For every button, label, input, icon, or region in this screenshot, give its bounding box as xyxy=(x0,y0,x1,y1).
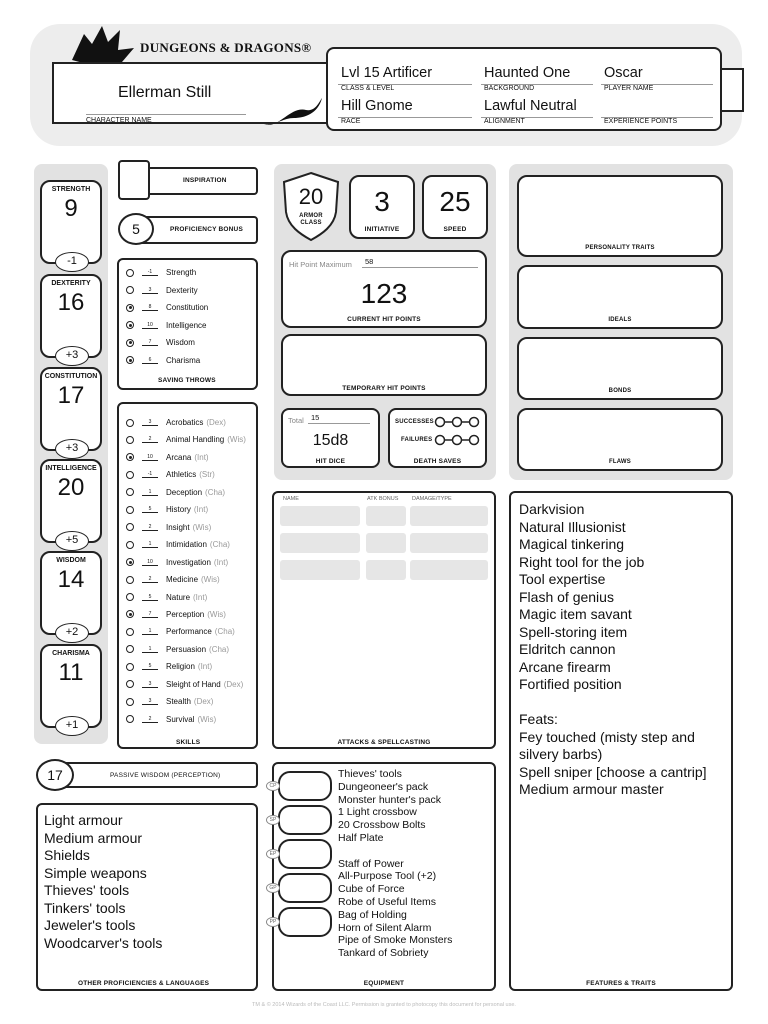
skill-attribute: (Int) xyxy=(213,557,229,567)
ability-score[interactable]: 20 xyxy=(57,474,85,501)
proficiency-bonus-label: PROFICIENCY BONUS xyxy=(170,226,243,233)
armor-class-label: ARMOR CLASS xyxy=(299,213,323,226)
proficiency-dot-icon[interactable] xyxy=(126,321,134,329)
ability-name: CHARISMA xyxy=(52,650,90,657)
coin-field[interactable] xyxy=(278,873,332,903)
hp-max-line xyxy=(362,267,478,268)
skill-name: Investigation xyxy=(166,557,211,567)
skill-name: Religion xyxy=(166,662,195,672)
skill-attribute: (Dex) xyxy=(223,679,244,689)
skill-name: Arcana xyxy=(166,452,192,462)
skill-bonus: 10 xyxy=(142,559,158,566)
skill-attribute: (Wis) xyxy=(227,435,246,445)
attacks-col-atk: ATK BONUS xyxy=(367,496,399,502)
skill-bonus: 10 xyxy=(142,454,158,461)
character-info-box xyxy=(326,47,722,131)
coin-label: PP xyxy=(266,917,280,927)
initiative-value[interactable]: 3 xyxy=(374,186,390,217)
skill-row[interactable] xyxy=(126,607,226,622)
proficiency-dot-icon[interactable] xyxy=(126,488,134,496)
ability-intelligence[interactable] xyxy=(40,459,102,546)
ability-name: WISDOM xyxy=(56,557,86,564)
coin-label: SP xyxy=(266,815,280,825)
skill-name: Persuasion xyxy=(166,644,207,654)
speed-label: SPEED xyxy=(443,226,467,233)
attacks-col-name: NAME xyxy=(283,496,299,502)
skill-row[interactable] xyxy=(126,537,230,552)
proficiency-dot-icon[interactable] xyxy=(126,576,134,584)
personality-traits-label: PERSONALITY TRAITS xyxy=(585,245,655,251)
skill-bonus: 3 xyxy=(142,698,158,705)
temp-hp-label: TEMPORARY HIT POINTS xyxy=(342,385,426,392)
inspiration-label: INSPIRATION xyxy=(183,177,227,184)
equipment-text[interactable]: Thieves' tools Dungeoneer's pack Monster hunter's pack 1 Light crossbow 20 Crossbow Bolts Half Plate Staff of Power All-Purpose Tool (+2) Cube of Force Robe of Useful Items Bag of Holding Horn of Silent Alarm Pipe of Smoke Monsters Tankard of Sobriety xyxy=(338,768,453,960)
skill-name: Perception xyxy=(166,609,205,619)
skill-name: Sleight of Hand xyxy=(166,679,221,689)
xp-label: EXPERIENCE POINTS xyxy=(604,118,678,125)
equipment-label: EQUIPMENT xyxy=(363,980,405,987)
hp-max-label: Hit Point Maximum xyxy=(289,260,352,269)
skill-bonus: 5 xyxy=(142,594,158,601)
skill-bonus: 2 xyxy=(142,436,158,443)
skill-attribute: (Cha) xyxy=(209,540,230,550)
skill-row[interactable] xyxy=(126,677,243,692)
background-label: BACKGROUND xyxy=(484,85,535,92)
attack-cell[interactable] xyxy=(410,506,488,526)
death-saves-label: DEATH SAVES xyxy=(413,458,462,465)
skill-row[interactable] xyxy=(126,502,208,517)
skill-attribute: (Str) xyxy=(199,470,215,480)
skill-bonus: 2 xyxy=(142,524,158,531)
death-save-success-circles-icon[interactable] xyxy=(434,416,480,428)
skill-row[interactable] xyxy=(126,450,209,465)
coin-label: EP xyxy=(266,849,280,859)
skill-bonus: 2 xyxy=(142,716,158,723)
proficiencies-text[interactable]: Light armour Medium armour Shields Simple weapons Thieves' tools Tinkers' tools Jeweler's tools Woodcarver's tools xyxy=(44,812,163,951)
skill-name: Intimidation xyxy=(166,540,207,550)
skill-name: Animal Handling xyxy=(166,435,225,445)
ability-modifier: +2 xyxy=(55,623,89,643)
attack-cell[interactable] xyxy=(280,506,360,526)
bonds-label: BONDS xyxy=(608,388,632,394)
saving-throw-name: Strength xyxy=(166,268,197,277)
attack-cell[interactable] xyxy=(366,506,406,526)
attack-cell[interactable] xyxy=(410,560,488,580)
background-value[interactable]: Haunted One xyxy=(484,65,571,81)
coin-field[interactable] xyxy=(278,907,332,937)
proficiency-dot-icon[interactable] xyxy=(126,523,134,531)
proficiency-dot-icon[interactable] xyxy=(126,715,134,723)
coin-label: CP xyxy=(266,781,280,791)
skill-attribute: (Int) xyxy=(193,592,208,602)
hit-dice-total-value[interactable]: 15 xyxy=(311,413,320,422)
skill-name: Stealth xyxy=(166,697,191,707)
attack-cell[interactable] xyxy=(280,560,360,580)
skill-name: Acrobatics xyxy=(166,418,204,427)
skill-bonus: 7 xyxy=(142,611,158,618)
hp-max-value[interactable]: 58 xyxy=(365,257,374,266)
skill-attribute: (Dex) xyxy=(206,418,226,427)
skill-name: Performance xyxy=(166,627,212,637)
ability-dexterity[interactable] xyxy=(40,274,102,361)
ability-modifier: +5 xyxy=(55,531,89,551)
player-name-value[interactable]: Oscar xyxy=(604,65,643,81)
saving-throw-bonus: 8 xyxy=(142,304,158,311)
skill-bonus: 1 xyxy=(142,628,158,635)
skill-row[interactable] xyxy=(126,520,211,535)
skill-name: Nature xyxy=(166,592,191,602)
saving-throw-row[interactable] xyxy=(126,283,198,298)
skill-attribute: (Int) xyxy=(194,452,209,462)
skill-attribute: (Cha) xyxy=(214,627,235,637)
saving-throws-label: SAVING THROWS xyxy=(158,377,216,384)
attack-cell[interactable] xyxy=(410,533,488,553)
speed-value[interactable]: 25 xyxy=(439,186,471,217)
saving-throw-row[interactable] xyxy=(126,265,196,280)
skill-name: Deception xyxy=(166,487,203,497)
skill-attribute: (Cha) xyxy=(205,487,226,497)
ability-score[interactable]: 9 xyxy=(64,195,78,222)
proficiency-dot-icon[interactable] xyxy=(126,436,134,444)
hit-dice-label: HIT DICE xyxy=(315,458,346,465)
ability-strength[interactable] xyxy=(40,180,102,267)
skill-row[interactable] xyxy=(126,415,226,430)
skill-name: Athletics xyxy=(166,470,197,480)
proficiency-dot-icon[interactable] xyxy=(126,698,134,706)
flaws-label: FLAWS xyxy=(609,459,631,465)
proficiency-dot-icon[interactable] xyxy=(126,558,134,566)
coin-field[interactable] xyxy=(278,771,332,801)
ability-modifier: +1 xyxy=(55,716,89,736)
proficiency-dot-icon[interactable] xyxy=(126,269,134,277)
proficiencies-label: OTHER PROFICIENCIES & LANGUAGES xyxy=(78,980,210,987)
saving-throw-name: Intelligence xyxy=(166,320,207,330)
saving-throw-name: Dexterity xyxy=(166,285,198,295)
attack-cell[interactable] xyxy=(366,560,406,580)
attacks-box xyxy=(272,491,496,749)
ability-score[interactable]: 11 xyxy=(58,659,84,686)
skills-label: SKILLS xyxy=(176,739,201,746)
skill-attribute: (Wis) xyxy=(197,714,217,724)
skill-row[interactable] xyxy=(126,694,213,709)
proficiency-dot-icon[interactable] xyxy=(126,680,134,688)
ability-name: STRENGTH xyxy=(51,186,91,193)
logo-text: DUNGEONS & DRAGONS® xyxy=(140,40,312,55)
saving-throw-row[interactable] xyxy=(126,335,195,350)
ability-constitution[interactable] xyxy=(40,367,102,454)
skill-bonus: 3 xyxy=(142,419,158,426)
skill-name: Survival xyxy=(166,714,195,724)
race-label: RACE xyxy=(341,118,361,125)
ability-charisma[interactable] xyxy=(40,644,102,731)
features-text[interactable]: Darkvision Natural Illusionist Magical tinkering Right tool for the job Tool expertise Flash of genius Magic item savant Spell-storing item Eldritch cannon Arcane firearm Fortified position Feats: Fey touched (misty step and silvery barbs) Spell sniper [choose a cantrip] Medium armour master xyxy=(519,501,707,797)
skill-bonus: 1 xyxy=(142,489,158,496)
saving-throw-bonus: 7 xyxy=(142,339,158,346)
ability-wisdom[interactable] xyxy=(40,551,102,638)
ability-name: CONSTITUTION xyxy=(44,373,98,380)
skill-bonus: 2 xyxy=(142,576,158,583)
coin-field[interactable] xyxy=(278,839,332,869)
saving-throw-bonus: 6 xyxy=(142,357,158,364)
saving-throw-row[interactable] xyxy=(126,318,206,333)
saving-throw-name: Charisma xyxy=(166,355,201,365)
attacks-label: ATTACKS & SPELLCASTING xyxy=(337,739,431,746)
alignment-label: ALIGNMENT xyxy=(484,118,525,125)
skill-row[interactable] xyxy=(126,485,225,500)
proficiency-dot-icon[interactable] xyxy=(126,628,134,636)
proficiency-dot-icon[interactable] xyxy=(126,610,134,618)
ability-score[interactable]: 16 xyxy=(57,289,85,316)
proficiency-dot-icon[interactable] xyxy=(126,645,134,653)
skill-attribute: (Dex) xyxy=(193,697,214,707)
character-name-line xyxy=(86,114,246,115)
saving-throw-bonus: 3 xyxy=(142,287,158,294)
proficiency-dot-icon[interactable] xyxy=(126,339,134,347)
attack-cell[interactable] xyxy=(366,533,406,553)
skill-row[interactable] xyxy=(126,432,246,447)
ability-score[interactable]: 17 xyxy=(57,382,85,409)
race-value[interactable]: Hill Gnome xyxy=(341,98,413,114)
ability-modifier: +3 xyxy=(55,346,89,366)
class-level-label: CLASS & LEVEL xyxy=(341,85,395,92)
ability-name: INTELLIGENCE xyxy=(45,465,97,472)
character-name-value[interactable]: Ellerman Still xyxy=(118,84,212,101)
current-hp-label: CURRENT HIT POINTS xyxy=(347,316,421,323)
inspiration-checkbox[interactable] xyxy=(118,160,150,200)
proficiency-dot-icon[interactable] xyxy=(126,419,134,427)
skill-attribute: (Wis) xyxy=(201,575,220,585)
skill-attribute: (Wis) xyxy=(207,609,226,619)
proficiency-dot-icon[interactable] xyxy=(126,471,134,479)
skill-name: History xyxy=(166,505,191,515)
saving-throw-bonus: 10 xyxy=(142,322,158,329)
player-name-label: PLAYER NAME xyxy=(604,85,654,92)
proficiency-dot-icon[interactable] xyxy=(126,453,134,461)
attack-cell[interactable] xyxy=(280,533,360,553)
banner-scroll-icon xyxy=(262,96,324,130)
proficiency-dot-icon[interactable] xyxy=(126,304,134,312)
skill-row[interactable] xyxy=(126,712,216,727)
death-save-failure-circles-icon[interactable] xyxy=(434,434,480,446)
proficiency-dot-icon[interactable] xyxy=(126,356,134,364)
skill-name: Medicine xyxy=(166,575,199,585)
death-saves-successes-label: SUCCESSES xyxy=(395,419,434,425)
saving-throw-name: Wisdom xyxy=(166,338,195,347)
ability-modifier: +3 xyxy=(55,439,89,459)
hit-dice-total-label: Total xyxy=(288,416,304,425)
features-label: FEATURES & TRAITS xyxy=(586,980,656,987)
skill-attribute: (Cha) xyxy=(209,644,230,654)
current-hp-value[interactable]: 123 xyxy=(360,278,408,309)
attacks-col-dmg: DAMAGE/TYPE xyxy=(412,496,452,502)
ability-modifier: -1 xyxy=(55,252,89,272)
skill-bonus: -1 xyxy=(142,471,158,478)
skill-bonus: 5 xyxy=(142,506,158,513)
character-name-label: CHARACTER NAME xyxy=(86,117,152,124)
saving-throw-name: Constitution xyxy=(166,303,209,312)
skill-attribute: (Wis) xyxy=(192,522,212,532)
skill-row[interactable] xyxy=(126,642,229,657)
skill-row[interactable] xyxy=(126,624,235,639)
skill-row[interactable] xyxy=(126,572,220,587)
proficiency-bonus-value[interactable]: 5 xyxy=(118,213,154,245)
proficiency-dot-icon[interactable] xyxy=(126,286,134,294)
ideals-label: IDEALS xyxy=(608,317,632,323)
skill-attribute: (Int) xyxy=(197,662,213,672)
proficiency-dot-icon[interactable] xyxy=(126,506,134,514)
skill-row[interactable] xyxy=(126,555,228,570)
alignment-value[interactable]: Lawful Neutral xyxy=(484,98,577,114)
coin-label: GP xyxy=(266,883,280,893)
skill-bonus: 1 xyxy=(142,646,158,653)
hit-dice-value[interactable]: 15d8 xyxy=(312,432,349,449)
skill-attribute: (Int) xyxy=(193,505,209,515)
ability-score[interactable]: 14 xyxy=(57,566,85,593)
skill-row[interactable] xyxy=(126,467,215,482)
initiative-label: INITIATIVE xyxy=(364,226,400,233)
class-level-value[interactable]: Lvl 15 Artificer xyxy=(341,65,433,81)
coin-field[interactable] xyxy=(278,805,332,835)
death-saves-failures-label: FAILURES xyxy=(401,437,433,443)
skill-name: Insight xyxy=(166,522,190,532)
saving-throw-row[interactable] xyxy=(126,300,208,315)
copyright-footer: TM & © 2014 Wizards of the Coast LLC. Permission is granted to photocopy this document for personal use. xyxy=(252,1002,516,1008)
armor-class-value[interactable]: 20 xyxy=(298,184,324,209)
hit-dice-total-line xyxy=(308,423,370,424)
saving-throw-row[interactable] xyxy=(126,353,200,368)
passive-perception-label: PASSIVE WISDOM (PERCEPTION) xyxy=(110,772,221,779)
skill-bonus: 3 xyxy=(142,681,158,688)
saving-throw-bonus: -1 xyxy=(142,269,158,276)
skill-bonus: 1 xyxy=(142,541,158,548)
skill-row[interactable] xyxy=(126,659,212,674)
proficiency-dot-icon[interactable] xyxy=(126,541,134,549)
passive-perception-value[interactable]: 17 xyxy=(36,759,74,791)
proficiency-dot-icon[interactable] xyxy=(126,663,134,671)
proficiency-dot-icon[interactable] xyxy=(126,593,134,601)
skill-row[interactable] xyxy=(126,590,207,605)
skill-bonus: 5 xyxy=(142,663,158,670)
ability-name: DEXTERITY xyxy=(51,280,91,287)
